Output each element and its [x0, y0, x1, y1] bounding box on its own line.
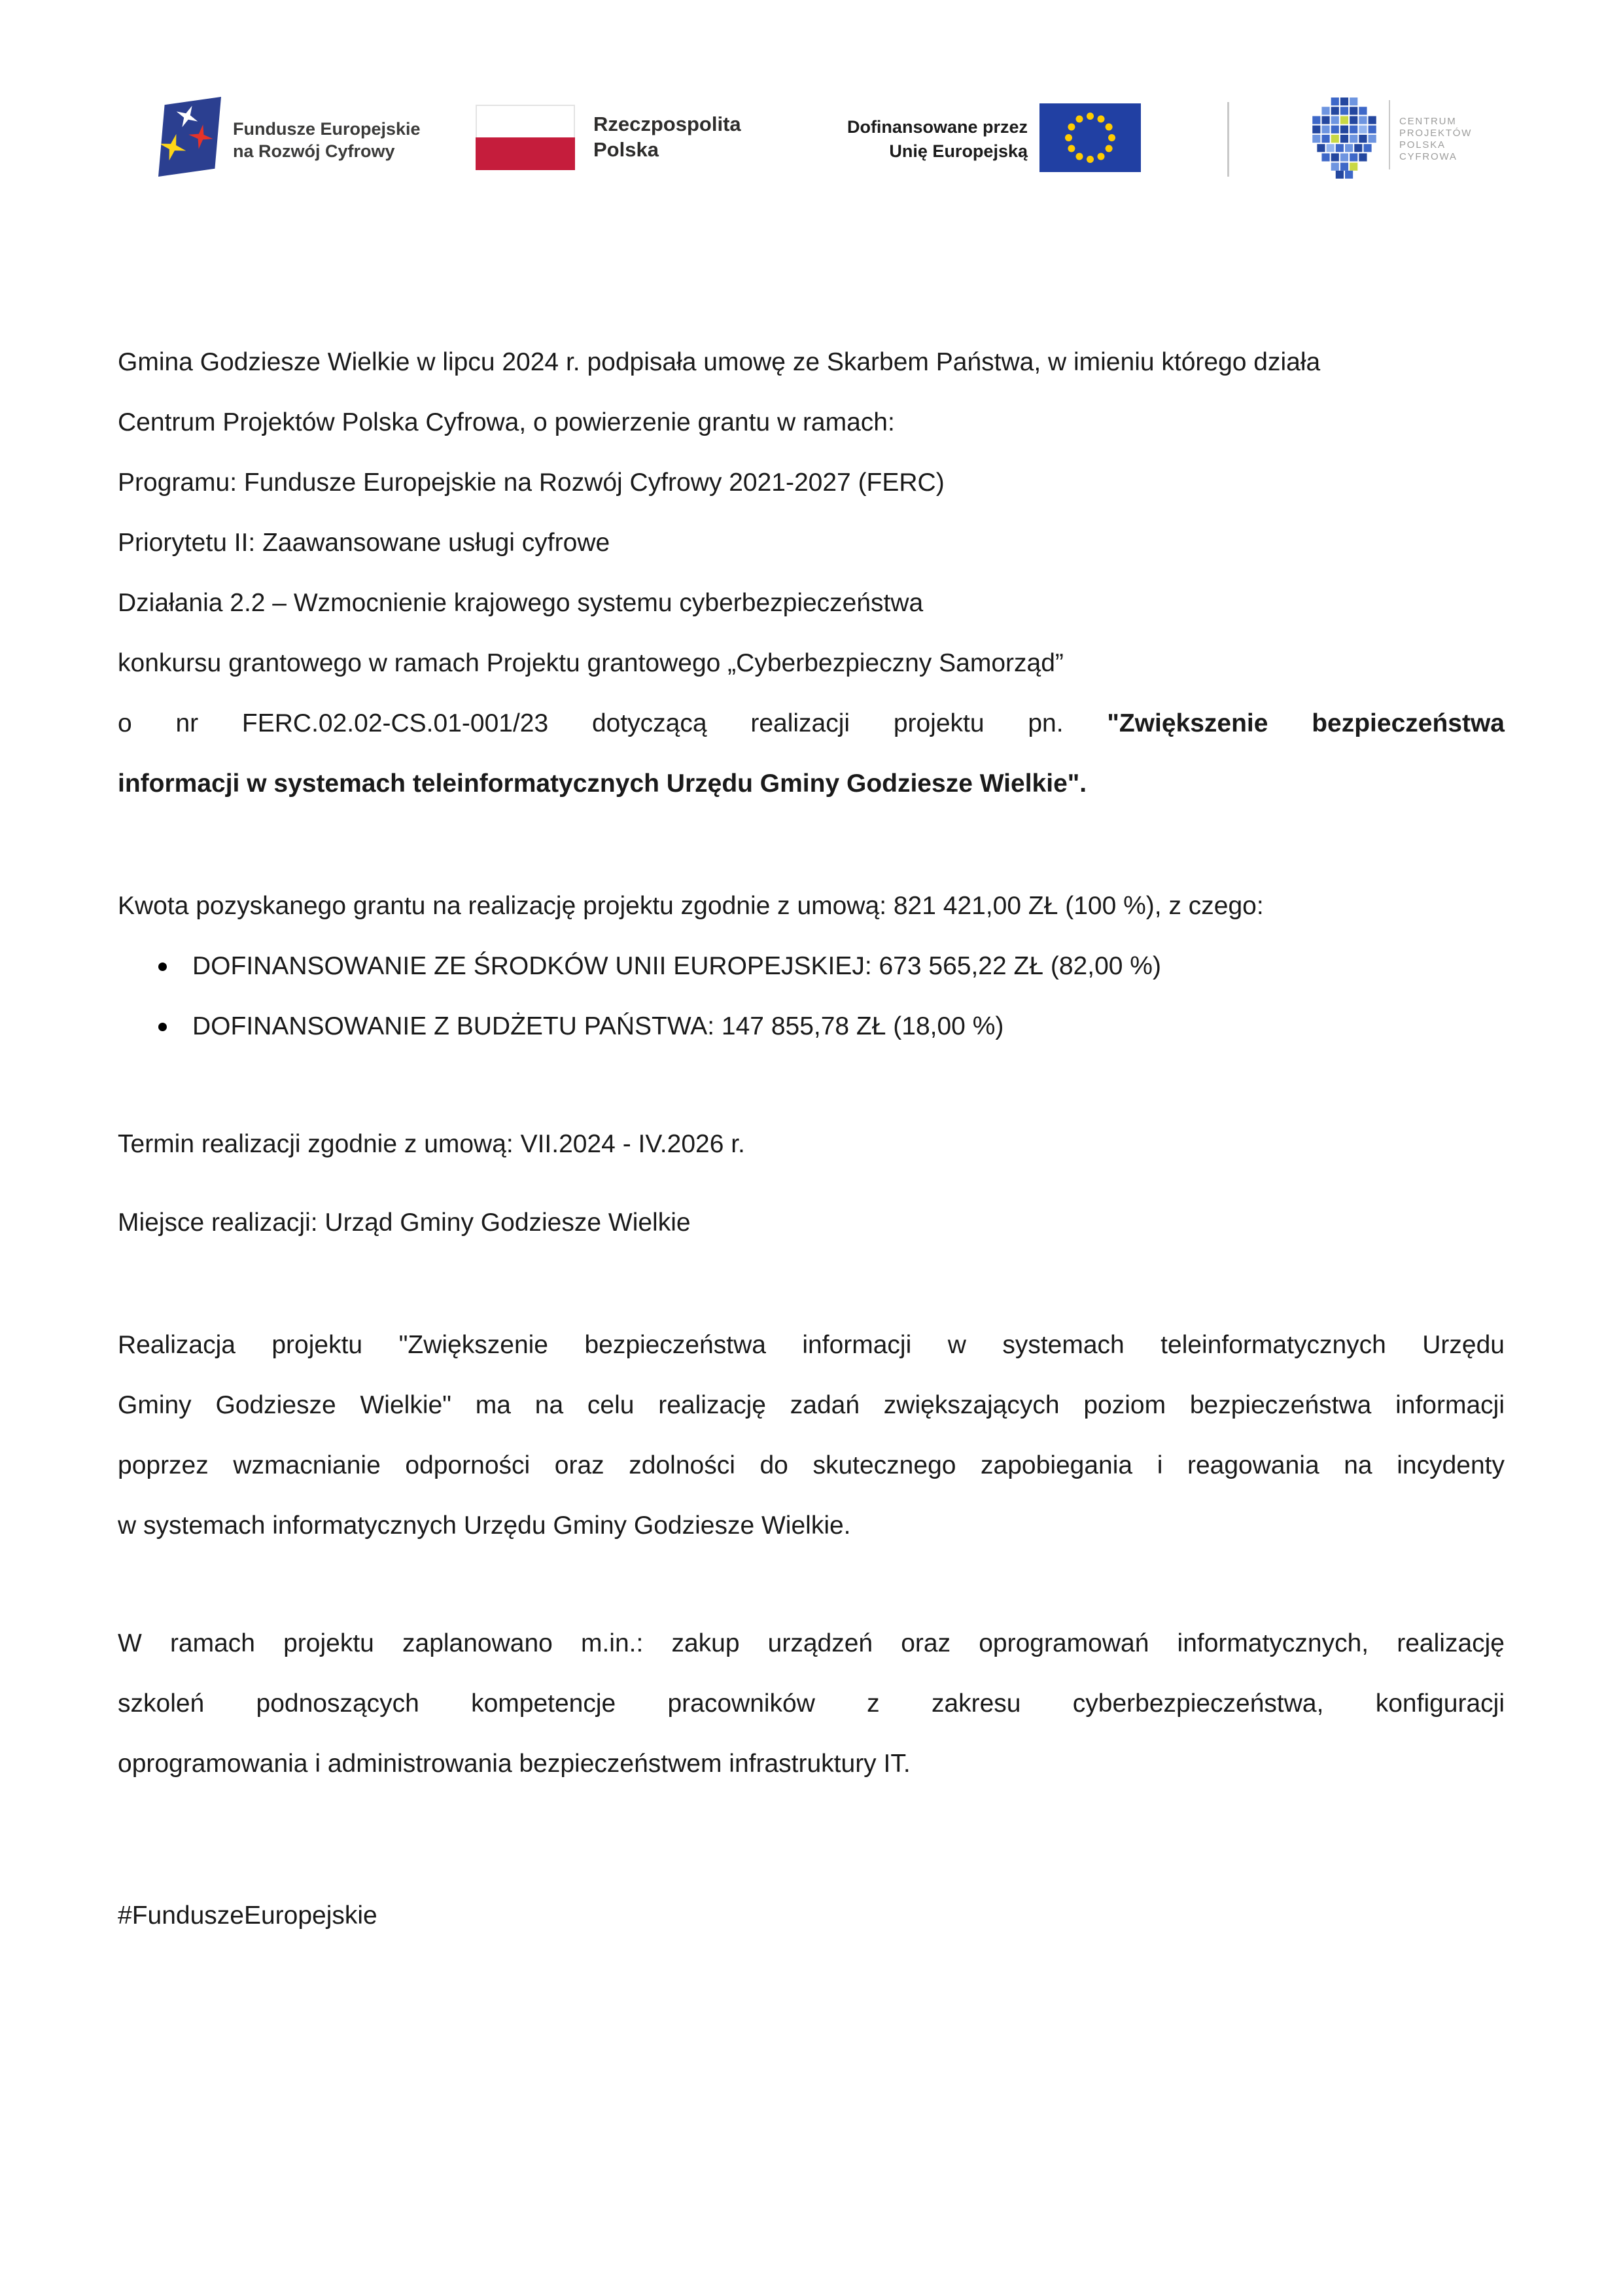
intro-line-1: Gmina Godziesze Wielkie w lipcu 2024 r. podpisała umowę ze Skarbem Państwa, w imieniu którego działa: [118, 348, 1321, 376]
funding-breakdown-list: [118, 936, 1505, 1057]
wramach-line-2: szkoleń podnoszących kompetencje pracowników z zakresu cyberbezpieczeństwa, konfiguracji: [118, 1689, 1505, 1718]
realizacja-line-4: w systemach informatycznych Urzędu Gminy Godziesze Wielkie.: [118, 1511, 851, 1540]
rp-wordmark-line1: Rzeczpospolita: [593, 113, 741, 135]
wramach-line-1: W ramach projektu zaplanowano m.in.: zakup urządzeń oraz oprogramowań informatycznych, realizację: [118, 1629, 1505, 1657]
intro-line-2: Centrum Projektów Polska Cyfrowa, o powierzenie grantu w ramach:: [118, 408, 895, 436]
grant-amount-line: Kwota pozyskanego grantu na realizację projektu zgodnie z umową: 821 421,00 ZŁ (100 %), z czego:: [118, 892, 1264, 920]
wramach-paragraph: [118, 1614, 1505, 1794]
cppc-divider: [1389, 100, 1390, 169]
cppc-map-icon: [1310, 96, 1378, 180]
project-number-text: o nr FERC.02.02-CS.01-001/23 dotyczącą realizacji projektu pn.: [118, 709, 1108, 737]
rzeczpospolita-polska-wordmark: [593, 105, 741, 170]
logo-fundusze-europejskie: [158, 97, 421, 177]
realizacja-paragraph: [118, 1315, 1505, 1556]
dzialanie-line: Działania 2.2 – Wzmocnienie krajowego systemu cyberbezpieczeństwa: [118, 589, 924, 617]
realizacja-line-3: poprzez wzmacnianie odporności oraz zdolności do skutecznego zapobiegania i reagowania na incydenty: [118, 1451, 1505, 1479]
cppc-wordmark-line3: POLSKA: [1399, 139, 1446, 150]
hashtag-line: #FunduszeEuropejskie: [118, 1901, 377, 1930]
fe-wordmark-line2: na Rozwój Cyfrowy: [233, 141, 395, 161]
logo-dofinansowane-przez-ue: [821, 103, 1141, 172]
realizacja-line-1: Realizacja projektu "Zwiększenie bezpieczeństwa informacji w systemach teleinformatycznych Urzędu: [118, 1331, 1505, 1359]
fundusze-europejskie-flag-icon: [158, 97, 221, 177]
logo-centrum-projektow-polska-cyfrowa: [1310, 96, 1472, 180]
konkurs-line: konkursu grantowego w ramach Projektu grantowego „Cyberbezpieczny Samorząd”: [118, 649, 1064, 677]
poland-flag-icon: [476, 105, 575, 170]
fundusze-europejskie-wordmark: [233, 97, 421, 177]
funding-eu-item: DOFINANSOWANIE ZE ŚRODKÓW UNII EUROPEJSKIEJ: 673 565,22 ZŁ (82,00 %): [118, 936, 1505, 997]
termin-line: Termin realizacji zgodnie z umową: VII.2024 - IV.2026 r.: [118, 1130, 745, 1158]
eu-wordmark-line1: Dofinansowane przez: [846, 117, 1028, 137]
logo-rzeczpospolita-polska: [476, 105, 741, 170]
project-title-bold-end: informacji w systemach teleinformatycznych Urzędu Gminy Godziesze Wielkie".: [118, 769, 1087, 798]
funding-state-item: DOFINANSOWANIE Z BUDŻETU PAŃSTWA: 147 855,78 ZŁ (18,00 %): [118, 997, 1505, 1057]
fe-yellow-star-icon: [156, 130, 189, 164]
eu-flag-icon: [1039, 103, 1141, 172]
cppc-wordmark-line4: CYFROWA: [1399, 151, 1457, 162]
cppc-wordmark-line1: CENTRUM: [1399, 116, 1457, 127]
program-line: Programu: Fundusze Europejskie na Rozwój Cyfrowy 2021-2027 (FERC): [118, 468, 945, 497]
project-title-bold-start: "Zwiększenie bezpieczeństwa: [1107, 709, 1505, 737]
cppc-wordmark-line2: PROJEKTÓW: [1399, 128, 1473, 139]
fe-wordmark-line1: Fundusze Europejskie: [233, 119, 421, 139]
header-divider: [1227, 102, 1229, 177]
project-number-line: [118, 694, 1505, 754]
fe-red-star-icon: [186, 122, 215, 151]
wramach-line-3: oprogramowania i administrowania bezpieczeństwem infrastruktury IT.: [118, 1750, 911, 1778]
priorytet-line: Priorytetu II: Zaawansowane usługi cyfrowe: [118, 529, 610, 557]
miejsce-line: Miejsce realizacji: Urząd Gminy Godziesze Wielkie: [118, 1209, 691, 1237]
dofinansowane-wordmark: [821, 103, 1028, 172]
realizacja-line-2: Gminy Godziesze Wielkie" ma na celu realizację zadań zwiększających poziom bezpieczeństwa informacji: [118, 1391, 1505, 1419]
rp-wordmark-line2: Polska: [593, 138, 659, 161]
eu-wordmark-line2: Unię Europejską: [889, 141, 1028, 161]
document-body: [118, 332, 1505, 1946]
fe-white-star-icon: [171, 101, 203, 132]
cppc-wordmark: [1399, 96, 1472, 180]
